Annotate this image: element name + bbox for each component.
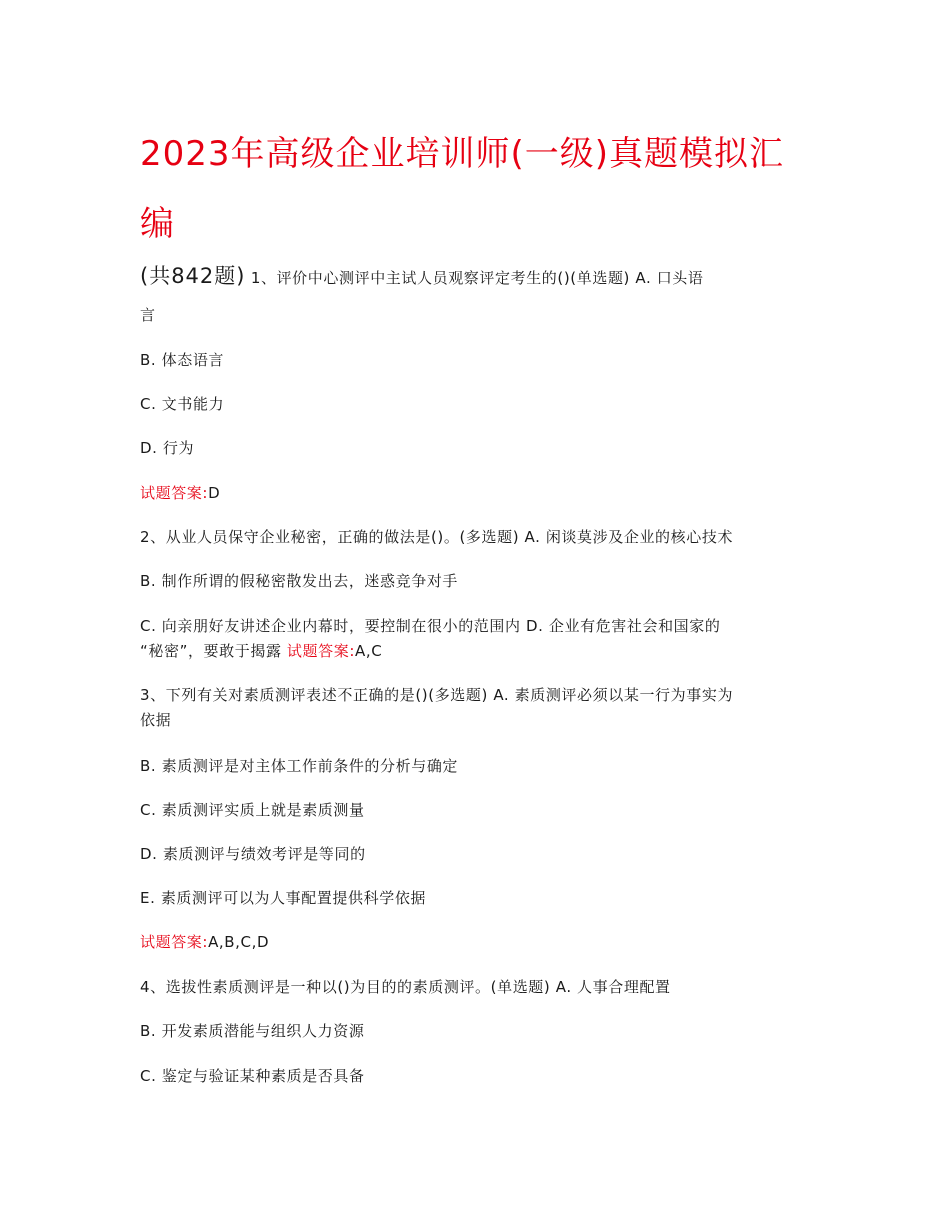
question-1-stem [140, 266, 820, 288]
question-1-answer [140, 483, 820, 503]
question-1-option-d: D. 行为 [140, 439, 195, 457]
question-1-option-b: B. 体态语言 [140, 351, 225, 369]
answer-label: 试题答案: [140, 484, 209, 502]
question-2-option-d-continued [140, 641, 820, 661]
question-4-stem: 4、选拔性素质测评是一种以()为目的的素质测评。(单选题) A. 人事合理配置 [140, 978, 671, 996]
answer-value: D [208, 484, 221, 502]
question-3-option-b: B. 素质测评是对主体工作前条件的分析与确定 [140, 757, 459, 775]
question-1-stem-continued: 言 [140, 306, 156, 324]
total-question-count: (共842题) [140, 264, 246, 288]
answer-value: A,C [354, 642, 383, 660]
question-3-stem: 3、下列有关对素质测评表述不正确的是()(多选题) A. 素质测评必须以某一行为事实为 [140, 686, 734, 704]
question-4-option-b: B. 开发素质潜能与组织人力资源 [140, 1022, 365, 1040]
answer-value: A,B,C,D [208, 933, 270, 951]
question-3-stem-continued: 依据 [140, 711, 172, 729]
question-3-option-d: D. 素质测评与绩效考评是等同的 [140, 845, 366, 863]
document-title-line-1: 2023年高级企业培训师(一级)真题模拟汇 [140, 134, 785, 174]
answer-label: 试题答案: [140, 933, 209, 951]
question-4-option-c: C. 鉴定与验证某种素质是否具备 [140, 1067, 365, 1085]
question-1-stem-text: 1、评价中心测评中主试人员观察评定考生的()(单选题) A. 口头语 [250, 269, 704, 287]
question-1-option-c: C. 文书能力 [140, 395, 225, 413]
question-2-option-b: B. 制作所谓的假秘密散发出去，迷惑竞争对手 [140, 572, 459, 590]
question-2-stem: 2、从业人员保守企业秘密，正确的做法是()。(多选题) A. 闲谈莫涉及企业的核心技术 [140, 528, 734, 546]
question-2-option-d-text: “秘密”，要敢于揭露 [140, 642, 282, 660]
question-3-option-c: C. 素质测评实质上就是素质测量 [140, 801, 365, 819]
answer-label: 试题答案: [286, 642, 355, 660]
question-3-option-e: E. 素质测评可以为人事配置提供科学依据 [140, 889, 427, 907]
question-2-option-c-d: C. 向亲朋好友讲述企业内幕时，要控制在很小的范围内 D. 企业有危害社会和国家的 [140, 617, 721, 635]
question-3-answer [140, 932, 820, 952]
document-title-line-2: 编 [140, 204, 175, 244]
